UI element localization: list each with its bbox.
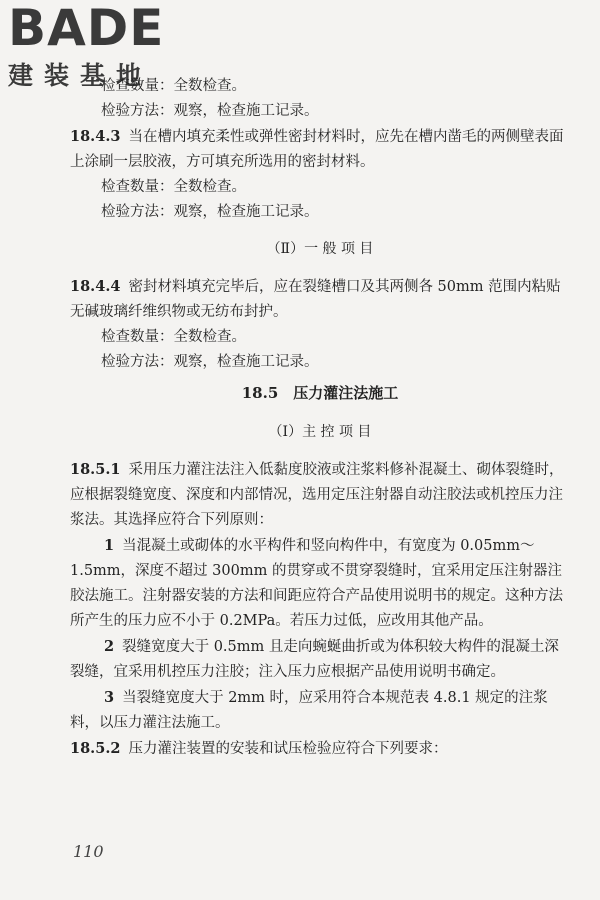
subheading-main-items: （Ⅰ）主 控 项 目 [268,424,372,440]
watermark-logo-en: BADE [8,0,165,57]
list-item-3 [70,685,570,736]
item-number: 3 [104,689,115,706]
item-number: 1 [104,537,115,554]
clause-text: 采用压力灌注法注入低黏度胶液或注浆料修补混凝土、砌体裂缝时，应根据裂缝宽度、深度和内部情况，选用定压注射器自动注胶法或机控压力注浆法。其选择应符合下列原则： [70,462,564,528]
clause-18-5-2 [70,736,570,762]
clause-18-4-3 [70,124,570,175]
watermark-logo-zh: 建装基地 [8,61,153,90]
page-number: 110 [73,842,104,861]
clause-number: 18.5.1 [70,461,121,478]
inspect-quantity-line: 检查数量：全数检查。 [101,179,246,195]
clause-text: 当在槽内填充柔性或弹性密封材料时，应先在槽内凿毛的两侧壁表面上涂刷一层胶液，方可填充所选用的密封材料。 [70,129,564,170]
section-heading-18-5: 18.5 压力灌注法施工 [241,384,399,402]
clause-number: 18.4.4 [70,278,121,295]
clause-18-4-4 [70,274,570,325]
list-item-1 [70,533,570,634]
clause-text: 密封材料填充完毕后，应在裂缝槽口及其两侧各 50mm 范围内粘贴无碱玻璃纤维织物或无纺布封护。 [70,279,561,320]
clause-number: 18.5.2 [70,740,121,757]
inspect-quantity-line: 检查数量：全数检查。 [101,78,246,94]
page-body [70,74,570,762]
inspect-quantity-line: 检查数量：全数检查。 [101,329,246,345]
clause-number: 18.4.3 [70,128,121,145]
subheading-general-items: （Ⅱ）一 般 项 目 [266,241,374,257]
item-number: 2 [104,638,115,655]
inspect-method-line: 检验方法：观察，检查施工记录。 [101,103,319,119]
inspect-method-line: 检验方法：观察，检查施工记录。 [101,354,319,370]
item-text: 当混凝土或砌体的水平构件和竖向构件中，有宽度为 0.05mm～1.5mm，深度不超过 300mm 的贯穿或不贯穿裂缝时，宜采用定压注射器注胶法施工。注射器安装的方法和间距应符合产品使用说明书的规定。这种方法所产生的压力应不小于 0.2MPa。若压力过低，应改用其他产品。 [70,538,563,629]
item-text: 当裂缝宽度大于 2mm 时，应采用符合本规范表 4.8.1 规定的注浆料，以压力灌注法施工。 [70,690,548,731]
clause-18-5-1 [70,457,570,533]
list-item-2 [70,634,570,685]
item-text: 裂缝宽度大于 0.5mm 且走向蜿蜒曲折或为体积较大构件的混凝土深裂缝，宜采用机控压力注胶；注入压力应根据产品使用说明书确定。 [70,639,559,680]
clause-text: 压力灌注装置的安装和试压检验应符合下列要求： [128,741,448,757]
inspect-method-line: 检验方法：观察，检查施工记录。 [101,204,319,220]
